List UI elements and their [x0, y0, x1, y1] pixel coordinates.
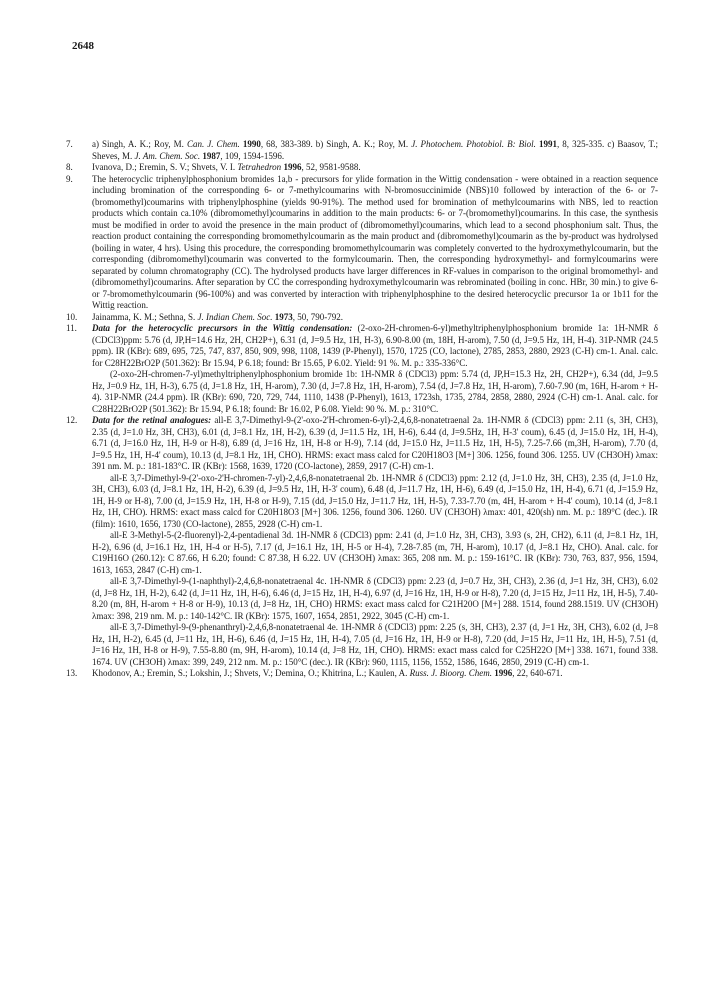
reference-number: 13.	[66, 668, 78, 678]
year: 1990	[239, 139, 261, 149]
reference-number: 10.	[66, 311, 78, 322]
year: 1973	[272, 311, 293, 322]
page-number: 2648	[72, 40, 94, 52]
reference-text: , 68, 383-389. b) Singh, A. K.; Roy, M.	[260, 139, 412, 149]
reference-11	[66, 323, 658, 369]
journal-name: J. Indian Chem. Soc.	[197, 311, 273, 322]
reference-number: 8.	[66, 162, 73, 172]
reference-number: 7.	[66, 139, 73, 149]
section-heading: Data for the heterocyclic precursors in the Wittig condensation:	[92, 323, 353, 333]
year: 1991	[535, 139, 557, 149]
reference-number: 12.	[66, 415, 78, 425]
reference-number: 11.	[66, 323, 77, 333]
reference-text: The heterocyclic triphenylphosphonium bromides 1a,b - precursors for ylide formation in the Wittig condensation - were obtained in a reaction sequence including bromination of the corresponding 6- or 7-methylcoumarins with N-bromosuccinimide (NBS)10 followed by interaction of the 6- or 7-(bromomethyl)coumarins with triphenylphosphine (yields 90-91%). The method used for bromination of methylcoumarins with NBS, led to reaction products which contain ca.10% (dibromomethyl)coumarins in addition to the main products: 6- or 7-(bromomethyl)coumarins. In this case, the synthesis must be modified in order to avoid the presence in the main product of (dibromomethyl)coumarins, which lead to a second phosphonium salt. Thus, the reaction product containing the corresponding bromomethylcoumarin as the main product and (dibromomethyl)coumarin as the by-product was hydrolysed (boiling in water, 4 hrs). Using this procedure, the corresponding bromomethylcoumarin was completely converted to the hydroxymethylcoumarin, but the corresponding (dibromomethyl)coumarin was converted to the formylcoumarin. Then, the corresponding hydroxymethyl- and formylcoumarins were separated by column chromatography (CC). The hydrolysed products have larger differences in RF-values in comparison to the original bromomethyl- and (dibromomethyl)coumarins. After separation by CC the corresponding hydroxymethylcoumarin was rebrominated (boiling in conc. HBr, 30 min.) to give 6- or 7-bromomethylcoumarin (96-100%) and was converted by interaction with triphenylphosphine to the desired heterocyclic precursor 1a or 1b11 for the Wittig reaction.	[92, 173, 658, 310]
reference-8	[66, 162, 658, 174]
compound-data-paragraph: all-E 3,7-Dimethyl-9-(2'-oxo-2'H-chromen-7-yl)-2,4,6,8-nonatetraenal 2b. 1H-NMR δ (CDCl3) ppm: 2.12 (d, J=1.0 Hz, 3H, CH3), 2.35 (d, J=1.0 Hz, 3H, CH3), 6.03 (d, J=8.1 Hz, 1H, H-2), 6.39 (d, J=9.5 Hz, 1H, H-3' coum), 6.48 (d, J=11.7 Hz, 1H, H-6), 6.49 (d, J=15.0 Hz, 1H, H-4), 6.71 (d, J=15.9 Hz, 1H, H-9 or H-8), 7.00 (d, J=15.9 Hz, 1H, H-8 or H-9), 7.15 (dd, J=15.0 Hz, J=11.7 Hz, 1H, H-5), 7.33-7.70 (m, 4H, H-arom + H-4' coum), 10.14 (d, J=8.1 Hz, 1H, CHO). HRMS: exact mass calcd for C20H18O3 [M+] 306. 1256, found 306. 1260. UV (CH3OH) λmax: 401, 420(sh) nm. M. p.: 189°C (dec.). IR (film): 1610, 1656, 1730 (CO-lactone), 2855, 2928 (C-H) cm-1.	[92, 472, 658, 529]
compound-data: all-E 3,7-Dimethyl-9-(2'-oxo-2'H-chromen-6-yl)-2,4,6,8-nonatetraenal 2a. 1H-NMR δ (CDCl3) ppm: 2.11 (s, 3H, CH3), 2.35 (d, J=1.0 Hz, 3H, CH3), 6.01 (d, J=8.1 Hz, 1H, H-2), 6.39 (d, J=11.5 Hz, 1H, H-6), 6.44 (d, J=9.5Hz, 1H, H-3' coum), 6.45 (d, J=15.0 Hz, 1H, H-4), 6.71 (d, J=16.0 Hz, 1H, H-9 or H-8), 6.89 (d, J=16 Hz, 1H, H-8 or H-9), 7.14 (dd, J=15.0 Hz, J=11.5 Hz, 1H, H-5), 7.25-7.66 (m,3H, H-arom), 7.70 (d, J=9.5 Hz, 1H, H-4' coum), 10.13 (d, J=8.1 Hz, 1H, CHO). HRMS: exact mass calcd for C20H18O3 [M+] 306. 1256, found 306. 1255. UV (CH3OH) λmax: 391 nm. M. p.: 181-183°C. IR (KBr): 1568, 1639, 1720 (CO-lactone), 2859, 2917 (C-H) cm-1.	[92, 415, 658, 471]
compound-data: (2-oxo-2H-chromen-6-yl)methyltriphenylphosphonium bromide 1a: 1H-NMR δ (CDCl3)ppm: 5.76 (d, JP,H=14.6 Hz, 2H, CH2P+), 6.31 (d, J=9.5 Hz, 1H, H-3), 6.90-8.00 (m, 18H, H-arom), 7.50 (d, J=9.5 Hz, 1H, H-4). 31P-NMR (24.5 ppm). IR (KBr): 689, 695, 725, 747, 837, 850, 909, 998, 1108, 1439 (P-Phenyl), 1570, 1725 (CO, lactone), 2785, 2853, 2880, 2923 (C-H) cm-1. Anal. calc. for C28H22BrO2P (501.362): Br 15.94, P 6.18; found: Br 15.65, P 6.02. Yield: 91 %. M. p.: 335-336°C.	[92, 323, 658, 368]
reference-12	[66, 415, 658, 473]
section-heading: Data for the retinal analogues:	[92, 415, 212, 425]
journal-name: J. Am. Chem. Soc.	[134, 150, 201, 161]
reference-9	[66, 173, 658, 312]
reference-authors: Ivanova, D.; Eremin, S. V.; Shvets, V. I.	[92, 162, 238, 172]
journal-name: J. Photochem. Photobiol. B: Biol.	[411, 139, 536, 149]
journal-name: Russ. J. Bioorg. Chem.	[409, 668, 492, 678]
reference-authors: a) Singh, A. K.; Roy, M.	[92, 139, 187, 149]
reference-text: , 22, 640-671.	[512, 668, 563, 678]
reference-number: 9.	[66, 173, 73, 184]
year: 1987	[200, 150, 221, 161]
compound-data-paragraph: all-E 3-Methyl-5-(2-fluorenyl)-2,4-pentadienal 3d. 1H-NMR δ (CDCl3) ppm: 2.41 (d, J=1.0 Hz, 3H, CH3), 3.93 (s, 2H, CH2), 6.11 (d, J=8.1 Hz, 1H, H-2), 6.96 (d, J=16.1 Hz, 1H, H-4 or H-5), 7.17 (d, J=16.1 Hz, 1H, H-5 or H-4), 7.28-7.85 (m, 7H, H-arom), 10.17 (d, J=8.1 Hz, CHO). Anal. calc. for C19H16O (260.12): C 87.66, H 6.20; found: C 87.38, H 6.22. UV (CH3OH) λmax: 365, 208 nm. M. p.: 159-161°C. IR (KBr): 730, 763, 837, 956, 1594, 1613, 1653, 2847 (C-H) cm-1.	[92, 530, 658, 575]
journal-name: Can. J. Chem.	[186, 139, 240, 149]
reference-text: , 109, 1594-1596.	[220, 150, 285, 161]
reference-text: , 52, 9581-9588.	[301, 162, 361, 172]
reference-authors: Khodonov, A.; Eremin, S.; Lokshin, J.; Shvets, V.; Demina, O.; Khitrina, L.; Kaulen, A.	[92, 668, 410, 678]
compound-data-paragraph: all-E 3,7-Dimethyl-9-(9-phenanthryl)-2,4,6,8-nonatetraenal 4e. 1H-NMR δ (CDCl3) ppm: 2.25 (s, 3H, CH3), 2.37 (d, J=1 Hz, 3H, CH3), 6.02 (d, J=8 Hz, 1H, H-2), 6.45 (d, J=11 Hz, 1H, H-6), 6.46 (d, J=15 Hz, 1H, H-4), 7.05 (d, J=16 Hz, 1H, H-9 or H-8), 7.20 (dd, J=15 Hz, J=11 Hz, 1H, H-5), 7.51 (d, J=16 Hz, 1H, H-8 or H-9), 7.55-8.80 (m, 9H, H-arom), 10.14 (d, J=8 Hz, 1H, CHO). HRMS: exact mass calcd for C25H22O [M+] 338. 1671, found 338. 1674. UV (CH3OH) λmax: 399, 249, 212 nm. M. p.: 150°C (dec.). IR (KBr): 960, 1115, 1156, 1552, 1586, 1646, 2850, 2919 (C-H) cm-1.	[92, 622, 658, 667]
compound-data-paragraph: (2-oxo-2H-chromen-7-yl)methyltriphenylphosphonium bromide 1b: 1H-NMR δ (CDCl3) ppm: 5.74 (d, JP,H=15.3 Hz, 2H, CH2P+), 6.34 (dd, J=9.5 Hz, J=0.9 Hz, 1H, H-3), 6.75 (d, J=1.8 Hz, 1H, H-arom), 7.30 (d, J=7.8 Hz, 1H, H-arom), 7.54 (d, J=7.8 Hz, 1H, H-arom), 7.60-7.90 (m, 16H, H-arom + H-4). 31P-NMR (24.4 ppm). IR (KBr): 690, 720, 729, 744, 1110, 1438 (P-Phenyl), 1613, 1723sh, 1735, 2784, 2858, 2880, 2924 (C-H) cm-1. Anal. calc. for C28H22BrO2P (501.362): Br 15.94, P 6.18; found: Br 16.02, P 6.08. Yield: 90 %. M. p.: 310°C.	[92, 369, 658, 414]
year: 1996	[281, 162, 302, 172]
reference-7	[66, 139, 659, 162]
compound-data-paragraph: all-E 3,7-Dimethyl-9-(1-naphthyl)-2,4,6,8-nonatetraenal 4c. 1H-NMR δ (CDCl3) ppm: 2.23 (d, J=0.7 Hz, 3H, CH3), 2.36 (d, J=1 Hz, 3H, CH3), 6.02 (d, J=8 Hz, 1H, H-2), 6.42 (d, J=11 Hz, 1H, H-6), 6.46 (d, J=15 Hz, 1H, H-4), 6.97 (d, J=16 Hz, 1H, H-9 or H-8), 7.20 (d, J=15 Hz, J=11 Hz, 1H, H-5), 7.40-8.20 (m, 8H, H-arom + H-8 or H-9), 10.13 (d, J=8 Hz, 1H, CHO) HRMS: exact mass calcd for C21H20O [M+] 288. 1514, found 288.1519. UV (CH3OH) λmax: 398, 219 nm. M. p.: 140-142°C. IR (KBr): 1575, 1607, 1654, 2851, 2922, 3045 (C-H) cm-1.	[92, 576, 658, 621]
reference-text: , 8, 325-335. c) Baasov, T.; Sheves, M.	[92, 139, 659, 161]
reference-authors: Jainamma, K. M.; Sethna, S.	[92, 311, 198, 322]
journal-name: Tetrahedron	[237, 162, 282, 172]
references-list	[66, 139, 659, 680]
year: 1996	[492, 668, 513, 678]
reference-10	[66, 311, 658, 324]
reference-text: , 50, 790-792.	[292, 311, 343, 322]
reference-13	[66, 668, 658, 680]
